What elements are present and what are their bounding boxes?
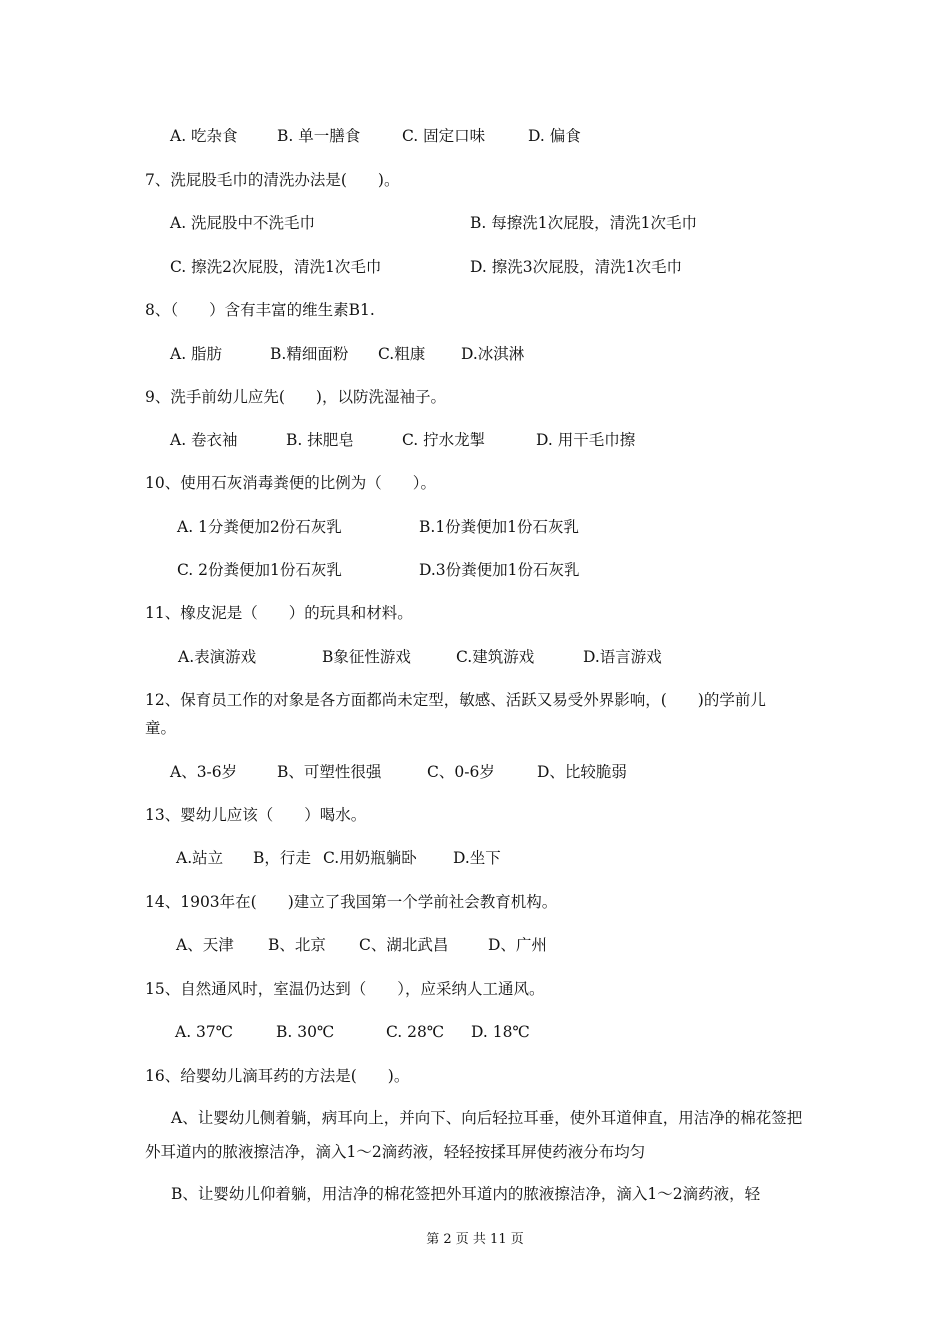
- q16-stem: 16、给婴幼儿滴耳药的方法是( )。: [145, 1067, 410, 1085]
- q7-stem: 7、洗屁股毛巾的清洗办法是( )。: [145, 171, 400, 189]
- q12-option-a: A、3-6岁: [170, 763, 238, 781]
- q15-stem: 15、自然通风时，室温仍达到（ ），应采纳人工通风。: [145, 980, 545, 998]
- q9-option-a: A. 卷衣袖: [170, 431, 238, 449]
- q8-option-a: A. 脂肪: [170, 345, 223, 363]
- q10-option-b: B.1份粪便加1份石灰乳: [419, 518, 580, 536]
- q10-option-c: C. 2份粪便加1份石灰乳: [177, 561, 342, 579]
- q6-option-a: A. 吃杂食: [170, 127, 238, 145]
- q13-stem: 13、婴幼儿应该（ ）喝水。: [145, 806, 367, 824]
- q7-option-b: B. 每擦洗1次屁股，清洗1次毛巾: [470, 214, 697, 232]
- q14-option-c: C、湖北武昌: [359, 936, 449, 954]
- q15-option-c: C. 28℃: [386, 1023, 445, 1041]
- q13-option-a: A.站立: [176, 849, 224, 867]
- q13-option-d: D.坐下: [453, 849, 501, 867]
- q8-option-d: D.冰淇淋: [461, 345, 525, 363]
- q11-option-d: D.语言游戏: [583, 648, 662, 666]
- page-footer: 第 2 页 共 11 页: [426, 1232, 524, 1247]
- q8-option-c: C.粗康: [378, 345, 426, 363]
- q15-option-b: B. 30℃: [276, 1023, 335, 1041]
- q8-option-b: B.精细面粉: [270, 345, 349, 363]
- q15-option-a: A. 37℃: [175, 1023, 234, 1041]
- q9-option-d: D. 用干毛巾擦: [536, 431, 636, 449]
- q11-option-b: B象征性游戏: [322, 648, 411, 666]
- q11-option-a: A.表演游戏: [178, 648, 257, 666]
- q13-option-b: B，行走: [253, 849, 311, 867]
- q12-option-b: B、可塑性很强: [277, 763, 382, 781]
- q13-option-c: C.用奶瓶躺卧: [323, 849, 417, 867]
- q14-option-b: B、北京: [268, 936, 326, 954]
- q11-stem: 11、橡皮泥是（ ）的玩具和材料。: [145, 604, 413, 622]
- q16-option-b: B、让婴幼儿仰着躺，用洁净的棉花签把外耳道内的脓液擦洁净，滴入1～2滴药液，轻: [171, 1185, 761, 1203]
- q14-option-a: A、天津: [176, 936, 234, 954]
- q10-stem: 10、使用石灰消毒粪便的比例为（ ）。: [145, 474, 436, 492]
- q9-stem: 9、洗手前幼儿应先( )，以防洗湿袖子。: [145, 388, 446, 406]
- q15-option-d: D. 18℃: [471, 1023, 530, 1041]
- q6-option-b: B. 单一膳食: [277, 127, 361, 145]
- q6-option-d: D. 偏食: [528, 127, 581, 145]
- q12-option-c: C、0-6岁: [427, 763, 495, 781]
- q10-option-d: D.3份粪便加1份石灰乳: [419, 561, 580, 579]
- q11-option-c: C.建筑游戏: [456, 648, 535, 666]
- q12-stem-line1: 12、保育员工作的对象是各方面都尚未定型，敏感、活跃又易受外界影响，( )的学前儿: [145, 691, 766, 709]
- q14-option-d: D、广州: [488, 936, 547, 954]
- q12-option-d: D、比较脆弱: [537, 763, 627, 781]
- q6-option-c: C. 固定口味: [402, 127, 486, 145]
- q7-option-c: C. 擦洗2次屁股，清洗1次毛巾: [170, 258, 382, 276]
- q14-stem: 14、1903年在( )建立了我国第一个学前社会教育机构。: [145, 893, 558, 911]
- q7-option-d: D. 擦洗3次屁股，清洗1次毛巾: [470, 258, 682, 276]
- q9-option-c: C. 拧水龙掣: [402, 431, 486, 449]
- q10-option-a: A. 1分粪便加2份石灰乳: [177, 518, 342, 536]
- q16-option-a: A、让婴幼儿侧着躺，病耳向上，并向下、向后轻拉耳垂，使外耳道伸直，用洁净的棉花签把外耳道内的脓液擦洁净，滴入1～2滴药液，轻轻按揉耳屏使药液分布均匀: [145, 1109, 803, 1161]
- q7-option-a: A. 洗屁股中不洗毛巾: [170, 214, 316, 232]
- q9-option-b: B. 抹肥皂: [286, 431, 354, 449]
- q12-stem-line2: 童。: [145, 719, 177, 737]
- q8-stem: 8、（ ）含有丰富的维生素B1.: [145, 301, 375, 319]
